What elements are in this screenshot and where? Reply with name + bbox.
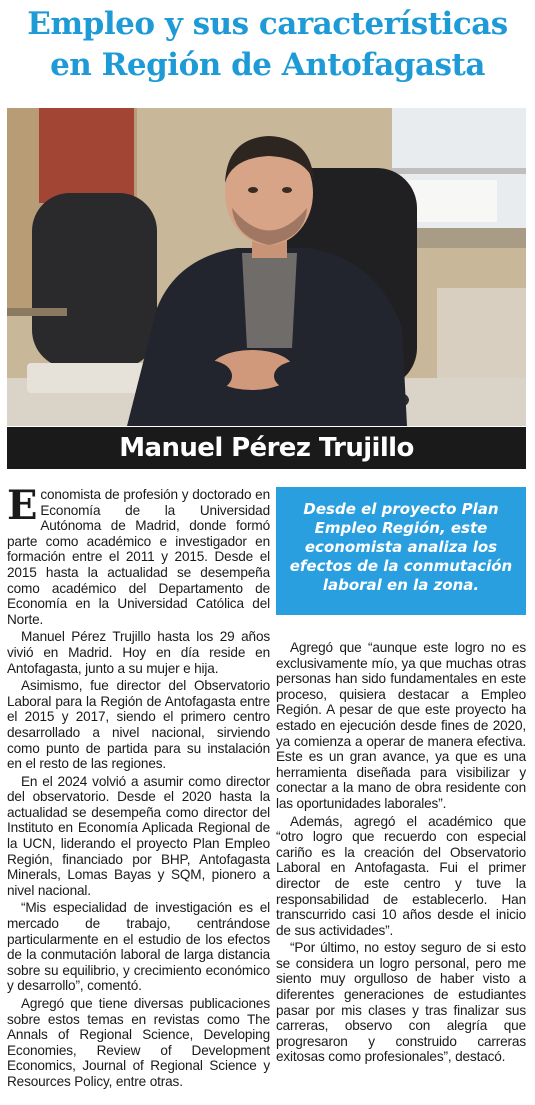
article-column-left	[7, 482, 270, 1092]
portrait-photo	[7, 108, 526, 426]
pull-quote-text: Desde el proyecto Plan Empleo Región, este economista analiza los efectos de la conmutación laboral en la zona.	[289, 500, 513, 594]
drop-cap: E	[7, 482, 38, 529]
paragraph-1	[7, 482, 270, 627]
headline-line-2: en Región de Antofagasta	[50, 47, 485, 83]
headline	[0, 4, 535, 86]
article-column-right	[276, 640, 526, 1067]
pull-quote-box	[276, 487, 526, 615]
paragraph-2: Manuel Pérez Trujillo hasta los 29 años vivió en Madrid. Hoy en día reside en Antofagasta, junto a su mujer e hija.	[7, 629, 270, 676]
paragraph-4: En el 2024 volvió a asumir como director del observatorio. Desde el 2020 hasta la actualidad se desempeña como director del Instituto en Economía Aplicada Regional de la UCN, liderando el proyecto Plan Empleo Región, financiado por BHP, Antofagasta Minerals, Lomas Bayas y SQM, pionero a nivel nacional.	[7, 773, 270, 898]
headline-line-1: Empleo y sus características	[27, 6, 508, 42]
paragraph-7: Agregó que “aunque este logro no es exclusivamente mío, ya que muchas otras personas han sido fundamentales en este proceso, quisiera destacar a Empleo Región. A pesar de que este proyecto ha estado en ejecución desde fines de 2020, ya comienza a operar de manera efectiva. Este es un gran avance, ya que es una herramienta diseñada para visibilizar y conectar a la mano de obra residente con las oportunidades laborales”.	[276, 640, 526, 811]
paragraph-8: Además, agregó el académico que “otro logro que recuerdo con especial cariño es la creación del Observatorio Laboral en Antofagasta. Fui el primer director de este centro y tuve la responsabilidad de establecerlo. Han transcurrido casi 10 años desde el inicio de sus actividades”.	[276, 813, 526, 938]
paragraph-3: Asimismo, fue director del Observatorio Laboral para la Región de Antofagasta entre el 2015 y 2017, siendo el primero centro desarrollado a nivel nacional, sirviendo como punto de partida para su instalación en el resto de las regiones.	[7, 678, 270, 772]
name-bar: Manuel Pérez Trujillo	[7, 427, 526, 469]
paragraph-5: “Mis especialidad de investigación es el mercado de trabajo, centrándose particularmente en el estudio de los efectos de la conmutación laboral de larga distancia sobre su equilibrio, y crecimiento económico y desarrollo”, comentó.	[7, 900, 270, 994]
portrait-illustration	[7, 108, 526, 426]
paragraph-1-text: conomista de profesión y doctorado en Economía de la Universidad Autónoma de Madrid, donde formó parte como académico e investigador en formación entre el 2011 y 2015. Desde el 2015 hasta la actualidad se desempeña como académico del Departamento de Economía en la Universidad Católica del Norte.	[7, 487, 270, 627]
paragraph-9: “Por último, no estoy seguro de si esto se considera un logro personal, pero me siento muy orgulloso de haber visto a diferentes generaciones de estudiantes pasar por mis clases y tras finalizar sus carreras, observo con alegría que progresaron y construido carreras exitosas como profesionales”, destacó.	[276, 940, 526, 1065]
paragraph-6: Agregó que tiene diversas publicaciones sobre estos temas en revistas como The Annals of Regional Science, Developing Economies, Review of Development Economics, Journal of Regional Science y Resources Policy, entre otras.	[7, 996, 270, 1089]
